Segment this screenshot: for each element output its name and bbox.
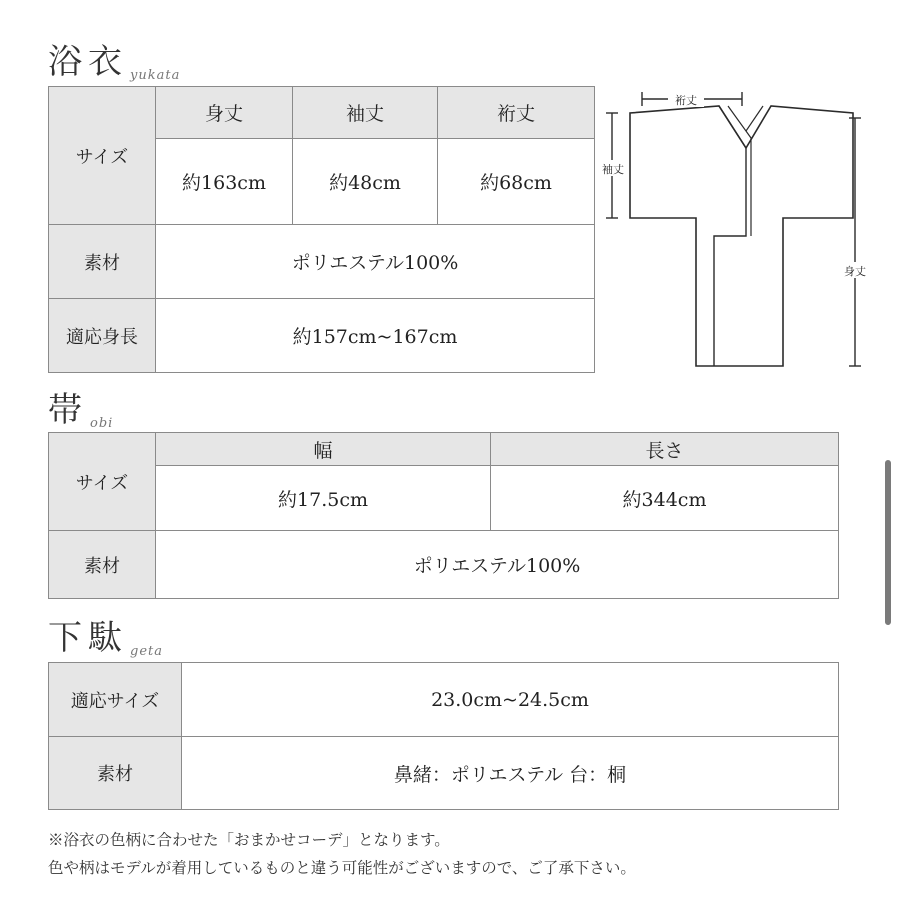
obi-size-label: サイズ — [49, 433, 156, 531]
obi-material-value: ポリエステル100% — [156, 531, 839, 599]
obi-material-label: 素材 — [49, 531, 156, 599]
yukata-size-label: サイズ — [49, 87, 156, 225]
geta-spec-table — [48, 662, 839, 810]
yukata-material-label: 素材 — [49, 225, 156, 299]
obi-col-length: 長さ — [491, 433, 839, 466]
obi-val-width: 約17.5cm — [156, 466, 491, 531]
obi-spec-table — [48, 432, 839, 599]
geta-size-label: 適応サイズ — [49, 663, 182, 737]
diagram-label-yuki: 裄丈 — [675, 94, 697, 107]
geta-material-value: 鼻緒：ポリエステル 台：桐 — [182, 737, 839, 810]
kimono-outline-icon — [630, 106, 853, 366]
obi-col-width: 幅 — [156, 433, 491, 466]
note-line: ※浴衣の色柄に合わせた「おまかせコーデ」となります。 — [48, 831, 450, 849]
yukata-subtitle: yukata — [130, 68, 181, 83]
scrollbar-thumb[interactable] — [885, 460, 891, 625]
note-line: 色や柄はモデルが着用しているものと違う可能性がございますので、ご了承下さい。 — [48, 859, 636, 877]
diagram-label-sode: 袖丈 — [602, 163, 624, 176]
obi-title-text: 帯 — [48, 390, 88, 430]
yukata-height-value: 約157cm~167cm — [156, 299, 595, 373]
dimension-lines — [606, 92, 861, 366]
yukata-title — [48, 34, 180, 83]
yukata-height-label: 適応身長 — [49, 299, 156, 373]
diagram-label-mi: 身丈 — [844, 265, 866, 278]
obi-title — [48, 382, 113, 431]
kimono-size-diagram — [596, 86, 876, 376]
obi-subtitle: obi — [90, 416, 114, 431]
yukata-col-mitake: 身丈 — [156, 87, 293, 139]
geta-title — [48, 610, 163, 659]
yukata-val-sodetake: 約48cm — [293, 139, 438, 225]
yukata-col-yukitake: 裄丈 — [438, 87, 595, 139]
yukata-material-value: ポリエステル100% — [156, 225, 595, 299]
geta-title-text: 下駄 — [48, 618, 128, 658]
obi-val-length: 約344cm — [491, 466, 839, 531]
yukata-val-yukitake: 約68cm — [438, 139, 595, 225]
yukata-spec-table — [48, 86, 595, 373]
geta-material-label: 素材 — [49, 737, 182, 810]
yukata-col-sodetake: 袖丈 — [293, 87, 438, 139]
yukata-title-text: 浴衣 — [48, 42, 128, 82]
geta-subtitle: geta — [130, 644, 163, 659]
geta-size-value: 23.0cm~24.5cm — [182, 663, 839, 737]
yukata-val-mitake: 約163cm — [156, 139, 293, 225]
notes — [48, 826, 636, 882]
